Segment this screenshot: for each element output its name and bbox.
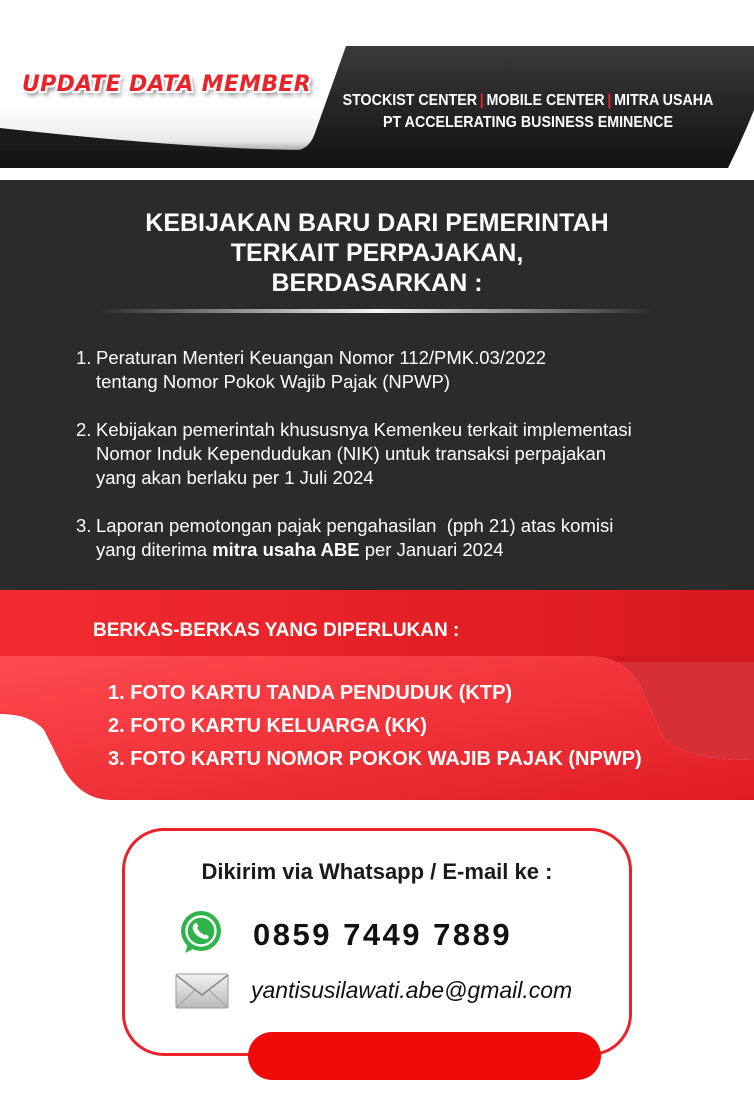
list-item-text — [96, 514, 613, 562]
email-address[interactable]: yantisusilawati.abe@gmail.com — [251, 977, 573, 1003]
list-item-line: yang akan berlaku per 1 Juli 2024 — [96, 467, 374, 488]
envelope-icon[interactable] — [175, 973, 229, 1009]
header-separator: | — [607, 92, 612, 109]
list-item — [76, 514, 716, 562]
header-line-1 — [335, 90, 721, 112]
list-item-line: Peraturan Menteri Keuangan Nomor 112/PMK.03/2022 — [96, 347, 547, 368]
list-item: 1. FOTO KARTU TANDA PENDUDUK (KTP) — [108, 682, 513, 704]
list-item-text — [96, 418, 632, 490]
policy-title — [0, 208, 754, 298]
documents-heading: BERKAS-BERKAS YANG DIPERLUKAN : — [93, 620, 460, 641]
header-stockist-center: STOCKIST CENTER — [342, 92, 478, 109]
policy-title-line-2: TERKAIT PERPAJAKAN, — [230, 239, 524, 267]
header-subtitle — [335, 90, 721, 134]
list-item — [76, 418, 716, 490]
list-item-number: 1. — [76, 347, 92, 368]
list-item-line: Nomor Induk Kependudukan (NIK) untuk transaksi perpajakan — [96, 443, 607, 464]
list-item-line-suffix: per Januari 2024 — [359, 539, 504, 560]
list-item-line: tentang Nomor Pokok Wajib Pajak (NPWP) — [96, 371, 451, 392]
contact-heading: Dikirim via Whatsapp / E-mail ke : — [201, 859, 553, 884]
policy-title-line-1: KEBIJAKAN BARU DARI PEMERINTAH — [145, 209, 609, 237]
title-divider — [100, 309, 654, 313]
phone-number[interactable]: 0859 7449 7889 — [253, 917, 513, 952]
list-item-line: Laporan pemotongan pajak pengahasilan (pph 21) atas komisi — [96, 515, 614, 536]
list-item: 3. FOTO KARTU NOMOR POKOK WAJIB PAJAK (NPWP) — [108, 748, 642, 770]
list-item-text — [96, 346, 546, 394]
policy-list — [76, 346, 716, 586]
whatsapp-icon[interactable] — [177, 909, 225, 957]
contact-box — [122, 828, 632, 1056]
header-mitra-usaha: MITRA USAHA — [614, 92, 714, 109]
update-data-member-badge: UPDATE DATA MEMBER — [22, 72, 311, 97]
documents-list — [108, 677, 642, 776]
list-item — [76, 346, 716, 394]
policy-title-line-3: BERDASARKAN : — [271, 269, 483, 297]
list-item-line — [96, 538, 613, 562]
policy-section — [0, 180, 754, 593]
list-item: 2. FOTO KARTU KELUARGA (KK) — [108, 715, 427, 737]
list-item-number: 3. — [76, 515, 92, 536]
header-mobile-center: MOBILE CENTER — [486, 92, 605, 109]
list-item-number: 2. — [76, 419, 92, 440]
mitra-usaha-abe-emphasis: mitra usaha ABE — [212, 539, 360, 560]
header-line-2: PT ACCELERATING BUSINESS EMINENCE — [382, 114, 673, 131]
red-bottom-pill — [248, 1032, 601, 1080]
list-item-line: Kebijakan pemerintah khususnya Kemenkeu terkait implementasi — [96, 419, 632, 440]
header-separator: | — [479, 92, 484, 109]
list-item-line-prefix: yang diterima — [96, 539, 213, 560]
